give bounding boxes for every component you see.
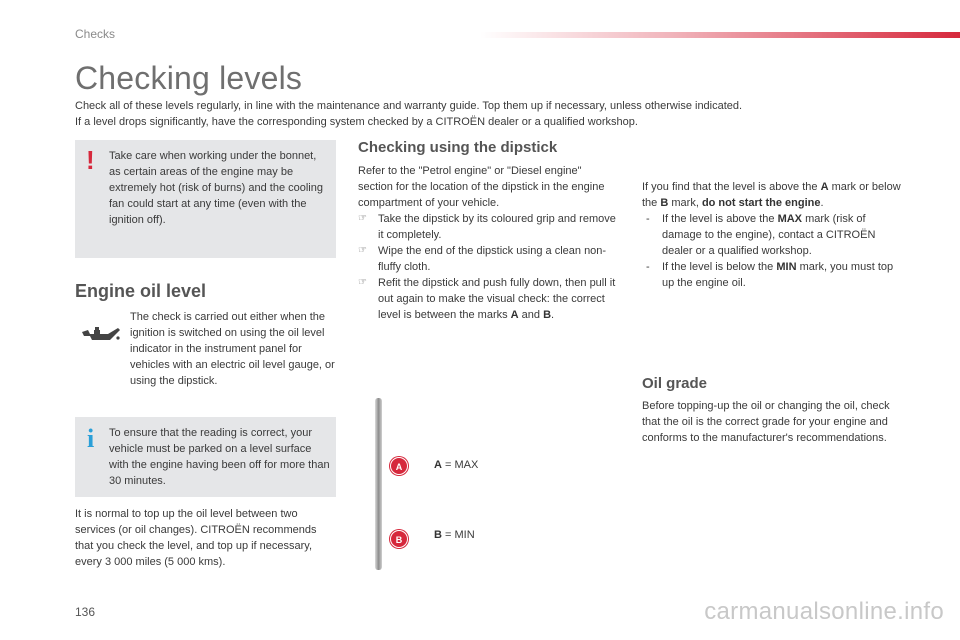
dipstick-step: ☞ Refit the dipstick and push fully down, then pull it out again to make the visual check: the correct level is between the marks A and B.: [358, 275, 620, 323]
dipstick-heading: Checking using the dipstick: [358, 139, 558, 156]
marker-b: B: [390, 530, 408, 548]
engine-oil-text: The check is carried out either when the ignition is switched on using the oil level indicator in the instrument panel for vehicles with an electric oil level gauge, or using the dipstick.: [130, 311, 335, 387]
level-check-intro: If you find that the level is above the A mark or below the B mark, do not start the engine.: [642, 181, 901, 209]
dipstick-illustration: [372, 398, 386, 570]
level-check-list: [642, 211, 904, 291]
dipstick-step: ☞ Wipe the end of the dipstick using a clean non-fluffy cloth.: [358, 243, 620, 275]
section-label: Checks: [75, 27, 116, 41]
normal-topup-text: It is normal to top up the oil level between two services (or oil changes). CITROËN recommends that you check the level, and top up if necessary, every 3 000 miles (5 000 kms).: [75, 508, 317, 568]
intro-text: [75, 98, 935, 130]
info-icon: i: [87, 424, 95, 453]
warning-callout: [75, 140, 336, 258]
page-title: Checking levels: [75, 60, 303, 96]
page-number: 136: [75, 605, 96, 619]
oil-grade-text: Before topping-up the oil or changing the oil, check that the oil is the correct grade for your engine and conforms to the manufacturer's recommendations.: [642, 400, 890, 444]
exclamation-icon: !: [86, 145, 95, 175]
info-callout: [75, 417, 336, 497]
header-accent-bar: [480, 32, 960, 38]
legend-min: B = MIN: [434, 529, 475, 541]
intro-line-1: Check all of these levels regularly, in line with the maintenance and warranty guide. Top them up if necessary, unless otherwise indicated.: [75, 100, 743, 112]
info-text: To ensure that the reading is correct, your vehicle must be parked on a level surface with the engine having been off for more than 30 minutes.: [109, 427, 330, 487]
level-above-max-item: - If the level is above the MAX mark (risk of damage to the engine), contact a CITROËN dealer or a qualified workshop.: [642, 211, 904, 259]
dipstick-intro: Refer to the "Petrol engine" or "Diesel engine" section for the location of the dipstick in the engine compartment of your vehicle.: [358, 165, 605, 209]
dipstick-steps: [358, 211, 620, 323]
marker-a: A: [390, 457, 408, 475]
dipstick-step: ☞ Take the dipstick by its coloured grip and remove it completely.: [358, 211, 620, 243]
warning-text: Take care when working under the bonnet, as certain areas of the engine may be extremely hot (risk of burns) and the cooling fan could start at any time (even with the ignition off).: [109, 150, 323, 226]
watermark: carmanualsonline.info: [704, 598, 944, 625]
oil-can-icon: [80, 324, 122, 346]
engine-oil-heading: Engine oil level: [75, 281, 207, 301]
oil-grade-heading: Oil grade: [642, 375, 708, 392]
intro-line-2: If a level drops significantly, have the corresponding system checked by a CITROËN dealer or a qualified workshop.: [75, 116, 638, 128]
legend-max: A = MAX: [434, 459, 479, 471]
level-below-min-item: - If the level is below the MIN mark, you must top up the engine oil.: [642, 259, 904, 291]
